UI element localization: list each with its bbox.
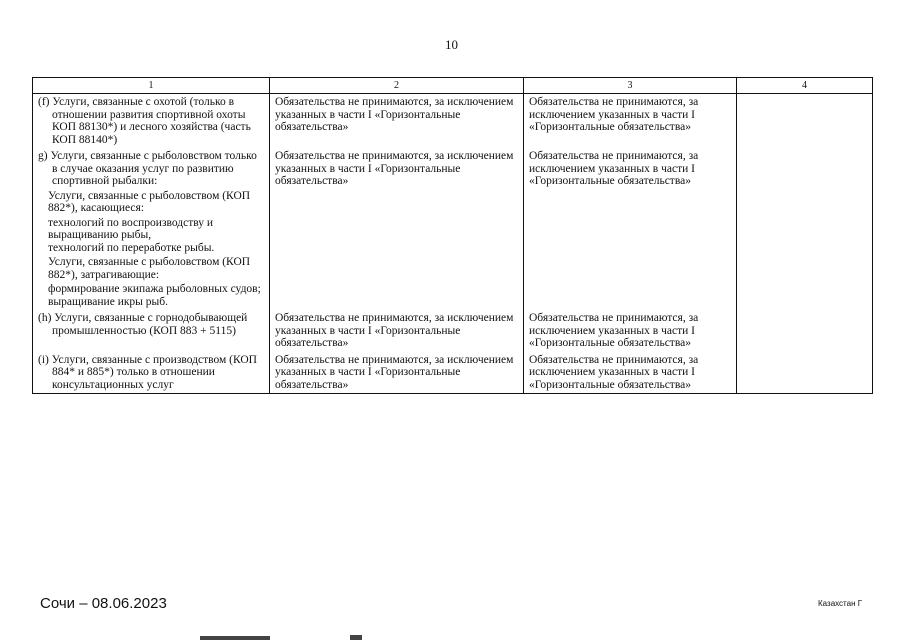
footer-doc-code: Казахстан Г [818,599,863,608]
sector-subtext: технологий по переработке рыбы. [48,241,215,254]
sector-cell [33,94,270,149]
column-header-3: 3 [524,78,737,94]
sector-text: (f) Услуги, связанные с охотой (только в отношении развития спортивной охоты КОП 88130*) и лесного хозяйства (часть КОП 88140*) [38,96,251,146]
sector-subtext: выращивание икры рыб. [48,295,168,308]
footer-place-date: Сочи – 08.06.2023 [40,595,167,612]
table-row [33,352,873,394]
empty-cell [737,310,873,352]
page-number: 10 [445,37,458,52]
commitment-cell: Обязательства не принимаются, за исключением указанных в части I «Горизонтальные обязательства» [270,310,524,352]
sector-text: (h) Услуги, связанные с горнодобывающей промышленностью (КОП 883 + 5115) [38,312,248,337]
sector-subtext: Услуги, связанные с рыболовством (КОП 882*), затрагивающие: [48,256,251,281]
scan-artifact [200,634,560,640]
commitments-table [32,77,873,394]
sector-subtext: Услуги, связанные с рыболовством (КОП 882*), касающиеся: [48,189,251,214]
empty-cell [737,94,873,149]
table-row [33,310,873,352]
column-header-2: 2 [270,78,524,94]
commitment-cell: Обязательства не принимаются, за исключением указанных в части I «Горизонтальные обязательства» [524,94,737,149]
commitment-cell: Обязательства не принимаются, за исключением указанных в части I «Горизонтальные обязательства» [270,94,524,149]
sector-text: (i) Услуги, связанные с производством (КОП 884* и 885*) только в отношении консультационных услуг [38,353,257,391]
commitment-cell: Обязательства не принимаются, за исключением указанных в части I «Горизонтальные обязательства» [524,352,737,394]
table-row [33,94,873,149]
sector-cell [33,352,270,394]
empty-cell [737,148,873,310]
empty-cell [737,352,873,394]
sector-cell [33,148,270,310]
sector-subtext: формирование экипажа рыболовных судов; [48,283,261,295]
column-header-4: 4 [737,78,873,94]
sector-text: g) Услуги, связанные с рыболовством только в случае оказания услуг по развитию спортивной рыбалки: [38,150,257,187]
column-header-1: 1 [33,78,270,94]
commitment-cell: Обязательства не принимаются, за исключением указанных в части I «Горизонтальные обязательства» [524,310,737,352]
table-header-row [33,78,873,94]
sector-subtext: технологий по воспроизводству и выращиванию рыбы, [48,216,214,241]
sector-cell [33,310,270,352]
commitment-cell: Обязательства не принимаются, за исключением указанных в части I «Горизонтальные обязательства» [270,148,524,310]
table-row [33,148,873,310]
commitment-cell: Обязательства не принимаются, за исключением указанных в части I «Горизонтальные обязательства» [524,148,737,310]
commitment-cell: Обязательства не принимаются, за исключением указанных в части I «Горизонтальные обязательства» [270,352,524,394]
